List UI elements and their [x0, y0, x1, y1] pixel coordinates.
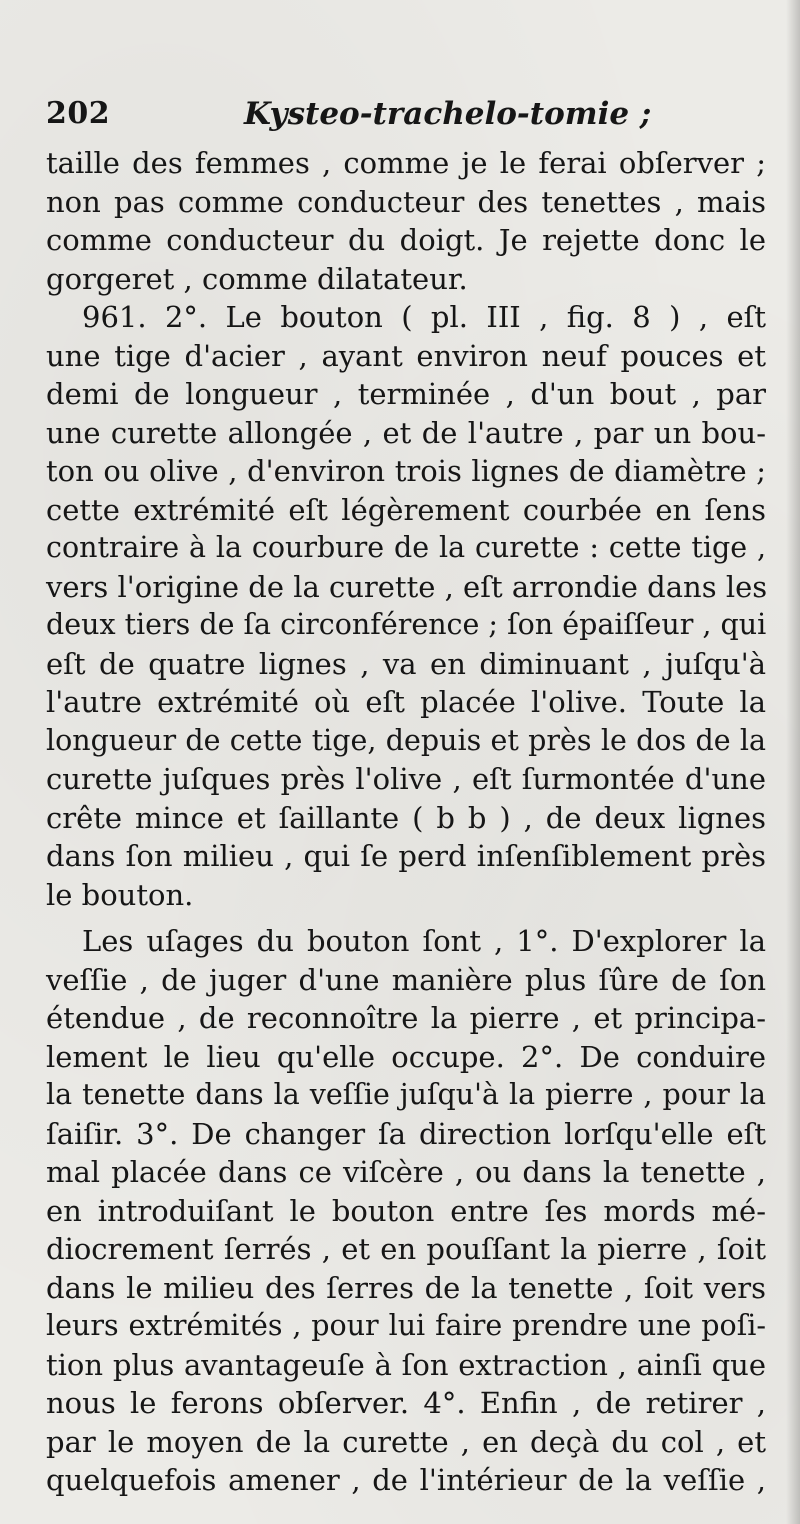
text-line: une tige d'acier , ayant environ neuf pouces et: [46, 338, 766, 373]
text-line: dans ſon milieu , qui ſe perd inſenſiblement près: [46, 839, 766, 873]
text-line: lement le lieu qu'elle occupe. 2°. De conduire: [46, 1039, 766, 1074]
text-line: comme conducteur du doigt. Je rejette donc le: [46, 223, 766, 257]
text-line: diocrement ſerrés , et en pouſſant la pierre , ſoit: [46, 1232, 766, 1266]
text-line: leurs extrémités , pour lui faire prendre une poſi-: [46, 1309, 766, 1342]
paragraph: [46, 298, 766, 914]
text-line: demi de longueur , terminée , d'un bout , par: [46, 377, 766, 411]
text-line: dans le milieu des ſerres de la tenette , ſoit vers: [46, 1270, 766, 1305]
text-line: en introduiſant le bouton entre ſes mords mé-: [46, 1193, 766, 1228]
page-number: 202: [46, 96, 111, 131]
text-line: contraire à la courbure de la curette : cette tige ,: [46, 531, 766, 564]
text-line: l'autre extrémité où eſt placée l'olive. Toute la: [46, 685, 766, 719]
text-line: par le moyen de la curette , en deçà du col , et: [46, 1424, 766, 1459]
text-line: étendue , de reconnoître la pierre , et principa-: [46, 1001, 766, 1035]
text-line: 961. 2°. Le bouton ( pl. III , fig. 8 ) , eſt: [82, 300, 766, 334]
running-title: Kysteo-trachelo-tomie ;: [244, 96, 652, 132]
paragraph: [46, 144, 766, 298]
text-line: le bouton.: [46, 877, 194, 912]
text-line: crête mince et ſaillante ( b b ) , de deux lignes: [46, 800, 766, 835]
text-line: gorgeret , comme dilatateur.: [46, 261, 468, 296]
text-line: deux tiers de ſa circonférence ; ſon épaiſſeur , qui: [46, 608, 767, 641]
paragraph: [46, 922, 766, 1500]
text-line: la tenette dans la veſſie juſqu'à la pierre , pour la: [46, 1078, 766, 1111]
text-line: vers l'origine de la curette , eſt arrondie dans les: [46, 569, 768, 604]
text-line: curette juſques près l'olive , eſt ſurmontée d'une: [46, 762, 766, 796]
text-line: taille des femmes , comme je le ferai obſerver ;: [46, 146, 766, 180]
text-line: une curette allongée , et de l'autre , par un bou-: [46, 415, 766, 450]
text-line: longueur de cette tige, depuis et près le dos de la: [46, 723, 766, 757]
text-line: tion plus avantageuſe à ſon extraction , ainſi que: [46, 1347, 766, 1382]
text-line: non pas comme conducteur des tenettes , mais: [46, 184, 766, 219]
text-line: nous le ferons obſerver. 4°. Enfin , de retirer ,: [46, 1386, 766, 1420]
text-line: eſt de quatre lignes , va en diminuant , juſqu'à: [46, 646, 766, 681]
paragraph-gap: [46, 914, 766, 922]
body-text: [46, 144, 766, 1500]
text-line: cette extrémité eſt légèrement courbée en ſens: [46, 492, 766, 527]
page-edge-shadow: [786, 0, 800, 1524]
text-line: ton ou olive , d'environ trois lignes de diamètre ;: [46, 454, 766, 488]
text-line: ſaiſir. 3°. De changer ſa direction lorſqu'elle eſt: [46, 1116, 766, 1151]
text-line: veſſie , de juger d'une manière plus ſûre de ſon: [46, 962, 766, 997]
page-header: [46, 96, 766, 142]
text-line: quelquefois amener , de l'intérieur de la veſſie ,: [46, 1463, 766, 1497]
text-line: Les uſages du bouton ſont , 1°. D'explorer la: [82, 924, 766, 958]
text-line: mal placée dans ce viſcère , ou dans la tenette ,: [46, 1155, 766, 1189]
